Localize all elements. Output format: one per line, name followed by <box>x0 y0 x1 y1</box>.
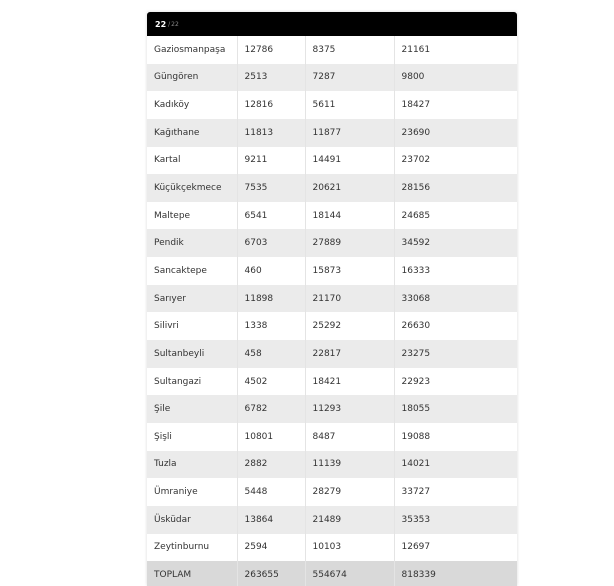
value-cell-2: 25292 <box>305 312 394 340</box>
value-cell-1: 6703 <box>237 229 305 257</box>
value-cell-2: 8487 <box>305 423 394 451</box>
value-cell-3: 18055 <box>394 395 517 423</box>
district-cell: Maltepe <box>147 202 237 230</box>
value-cell-1: 460 <box>237 257 305 285</box>
district-cell: Güngören <box>147 64 237 92</box>
table-row <box>147 423 517 451</box>
gallery-frame <box>147 12 517 586</box>
total-value-cell: 818339 <box>394 561 517 586</box>
district-table <box>147 36 517 586</box>
value-cell-1: 12786 <box>237 36 305 64</box>
district-cell: Tuzla <box>147 451 237 479</box>
value-cell-3: 35353 <box>394 506 517 534</box>
table-row <box>147 368 517 396</box>
value-cell-2: 11139 <box>305 451 394 479</box>
value-cell-1: 12816 <box>237 91 305 119</box>
value-cell-3: 9800 <box>394 64 517 92</box>
value-cell-2: 14491 <box>305 147 394 175</box>
value-cell-2: 5611 <box>305 91 394 119</box>
value-cell-2: 20621 <box>305 174 394 202</box>
table-row <box>147 119 517 147</box>
value-cell-2: 8375 <box>305 36 394 64</box>
page-total: 22 <box>171 20 179 28</box>
table-row <box>147 478 517 506</box>
district-cell: Sancaktepe <box>147 257 237 285</box>
table-row <box>147 147 517 175</box>
value-cell-1: 10801 <box>237 423 305 451</box>
value-cell-1: 4502 <box>237 368 305 396</box>
value-cell-1: 7535 <box>237 174 305 202</box>
value-cell-3: 23702 <box>394 147 517 175</box>
value-cell-1: 13864 <box>237 506 305 534</box>
total-value-cell: 263655 <box>237 561 305 586</box>
total-value-cell: 554674 <box>305 561 394 586</box>
value-cell-2: 28279 <box>305 478 394 506</box>
district-cell: Kartal <box>147 147 237 175</box>
table-row <box>147 395 517 423</box>
table-body <box>147 36 517 586</box>
value-cell-1: 6782 <box>237 395 305 423</box>
table-row <box>147 340 517 368</box>
table-row <box>147 257 517 285</box>
table-total-row <box>147 561 517 586</box>
value-cell-1: 458 <box>237 340 305 368</box>
table-row <box>147 506 517 534</box>
value-cell-3: 14021 <box>394 451 517 479</box>
page-current: 22 <box>155 19 167 29</box>
district-cell: Pendik <box>147 229 237 257</box>
table-row <box>147 36 517 64</box>
district-cell: Şile <box>147 395 237 423</box>
value-cell-2: 10103 <box>305 534 394 562</box>
district-cell: Üsküdar <box>147 506 237 534</box>
value-cell-3: 28156 <box>394 174 517 202</box>
table-row <box>147 451 517 479</box>
value-cell-3: 23690 <box>394 119 517 147</box>
district-cell: Küçükçekmece <box>147 174 237 202</box>
table-row <box>147 91 517 119</box>
value-cell-3: 26630 <box>394 312 517 340</box>
value-cell-3: 24685 <box>394 202 517 230</box>
value-cell-3: 34592 <box>394 229 517 257</box>
value-cell-2: 21489 <box>305 506 394 534</box>
value-cell-2: 15873 <box>305 257 394 285</box>
value-cell-3: 23275 <box>394 340 517 368</box>
table-row <box>147 202 517 230</box>
value-cell-3: 12697 <box>394 534 517 562</box>
district-cell: Ümraniye <box>147 478 237 506</box>
value-cell-2: 22817 <box>305 340 394 368</box>
district-cell: Kadıköy <box>147 91 237 119</box>
value-cell-1: 11898 <box>237 285 305 313</box>
page-separator: / <box>168 20 171 28</box>
value-cell-3: 33068 <box>394 285 517 313</box>
district-cell: Sarıyer <box>147 285 237 313</box>
value-cell-2: 7287 <box>305 64 394 92</box>
gallery-header-bar <box>147 12 517 36</box>
table-row <box>147 229 517 257</box>
value-cell-1: 9211 <box>237 147 305 175</box>
district-cell: Kağıthane <box>147 119 237 147</box>
district-cell: Sultangazi <box>147 368 237 396</box>
value-cell-2: 18421 <box>305 368 394 396</box>
district-cell: Silivri <box>147 312 237 340</box>
value-cell-3: 22923 <box>394 368 517 396</box>
value-cell-1: 5448 <box>237 478 305 506</box>
value-cell-1: 6541 <box>237 202 305 230</box>
value-cell-2: 27889 <box>305 229 394 257</box>
district-cell: Zeytinburnu <box>147 534 237 562</box>
value-cell-3: 16333 <box>394 257 517 285</box>
value-cell-2: 21170 <box>305 285 394 313</box>
table-row <box>147 534 517 562</box>
district-cell: Sultanbeyli <box>147 340 237 368</box>
total-label-cell: TOPLAM <box>147 561 237 586</box>
district-cell: Şişli <box>147 423 237 451</box>
value-cell-2: 11293 <box>305 395 394 423</box>
value-cell-2: 11877 <box>305 119 394 147</box>
value-cell-1: 2882 <box>237 451 305 479</box>
value-cell-3: 19088 <box>394 423 517 451</box>
value-cell-3: 33727 <box>394 478 517 506</box>
table-row <box>147 64 517 92</box>
value-cell-1: 11813 <box>237 119 305 147</box>
value-cell-1: 2594 <box>237 534 305 562</box>
value-cell-3: 21161 <box>394 36 517 64</box>
table-row <box>147 285 517 313</box>
value-cell-1: 2513 <box>237 64 305 92</box>
value-cell-2: 18144 <box>305 202 394 230</box>
district-cell: Gaziosmanpaşa <box>147 36 237 64</box>
table-row <box>147 174 517 202</box>
table-row <box>147 312 517 340</box>
value-cell-3: 18427 <box>394 91 517 119</box>
value-cell-1: 1338 <box>237 312 305 340</box>
